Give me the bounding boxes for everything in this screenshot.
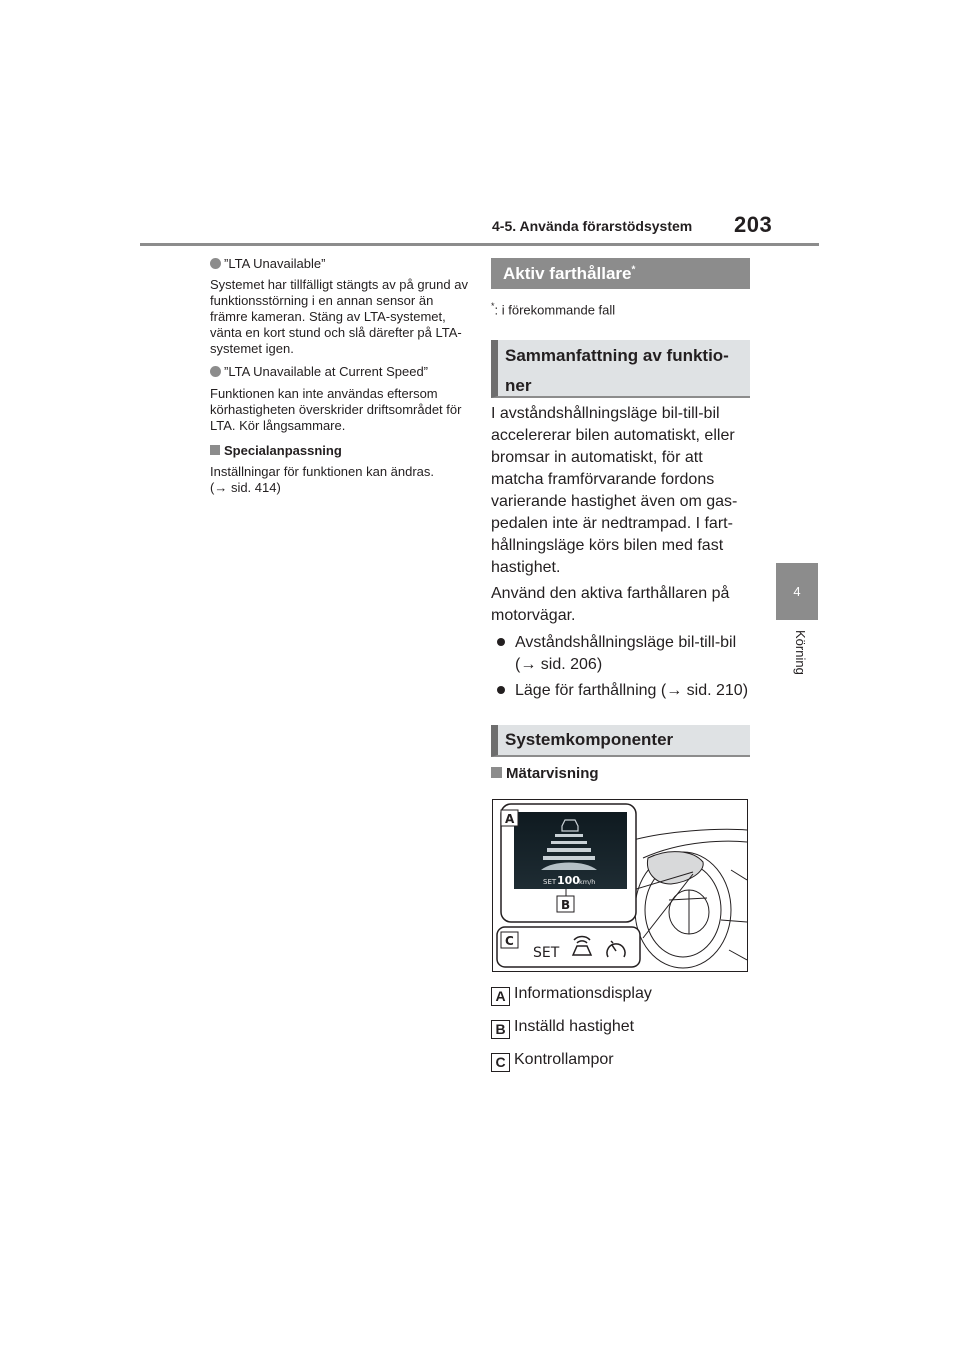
paragraph-2: Använd den aktiva farthållaren på motorvägar. [491, 585, 730, 624]
bullet-item-1: Avståndshållningsläge bil-till-bil (→ sid. 206) [491, 632, 750, 676]
legend-item-b: B Inställd hastighet [491, 1016, 750, 1039]
meter-display-figure [492, 799, 748, 972]
footnote: *: i förekommande fall [491, 301, 616, 318]
header-rule [140, 243, 819, 246]
bullet-item-2: Läge för farthållning (→ sid. 210) [491, 680, 750, 702]
bullet-dot-icon [497, 638, 505, 646]
chapter-number: 4 [793, 584, 801, 599]
heading-sammanfattning: Sammanfattning av funktio- ner [491, 340, 750, 398]
left-item-3-body: Inställningar för funktionen kan ändras. (→ sid. 414) [210, 464, 472, 496]
left-item-1-title: ”LTA Unavailable” [210, 256, 472, 272]
display-unit-text: km/h [579, 878, 596, 886]
callout-a-label: A [505, 812, 515, 826]
section-title: 4-5. Använda förarstödsystem [492, 218, 693, 234]
subheading-matarvisning: Mätarvisning [491, 765, 750, 782]
display-speed-text: 100 [557, 874, 580, 887]
left-item-2-body: Funktionen kan inte användas eftersom körhastigheten överskrider driftsområdet för LTA. Kör långsammare. [210, 386, 462, 433]
page-reference: (→ sid. 414) [210, 480, 281, 495]
left-item-3-title: Specialanpassning [210, 443, 472, 459]
legend-letter-a: A [491, 987, 510, 1006]
chapter-label-text: Körning [793, 630, 808, 675]
display-set-text: SET [543, 878, 557, 886]
bullet-square-icon [210, 445, 220, 455]
bullet-circle-icon [210, 258, 221, 269]
dashboard-illustration [493, 800, 747, 971]
legend-letter-c: C [491, 1053, 510, 1072]
legend-letter-b: B [491, 1020, 510, 1039]
left-item-1-body: Systemet har tillfälligt stängts av på grund av funktionsstörning i en annan sensor än främre kameran. Stäng av LTA-systemet, vänta en kort stund och slå därefter på LTA-systemet igen. [210, 277, 468, 356]
bullet-dot-icon [497, 686, 505, 694]
legend-item-c: C Kontrollampor [491, 1049, 750, 1072]
chapter-tab [776, 563, 818, 620]
paragraph-1: I avståndshållningsläge bil-till-bil accelererar bilen automatiskt, eller bromsar in automatiskt, för att matcha framförvarande fordons varierande hastighet även om gas-pedalen inte är nedtrampad. I fart-hållningsläge körs bilen med fast hastighet. [491, 405, 738, 576]
page-number: 203 [734, 212, 773, 237]
bullet-square-icon [491, 767, 502, 778]
callout-b-label: B [561, 898, 571, 912]
page-reference: (→ sid. 206) [515, 656, 603, 673]
callout-c-label: C [505, 934, 514, 948]
indicator-set-text: SET [533, 945, 560, 961]
legend-item-a: A Informationsdisplay [491, 983, 750, 1006]
chapter-label [778, 630, 816, 690]
heading-systemkomponenter: Systemkomponenter [491, 725, 750, 757]
bullet-circle-icon [210, 366, 221, 377]
left-item-2-title: ”LTA Unavailable at Current Speed” [210, 364, 472, 380]
heading-aktiv-farthallare: Aktiv farthållare* [491, 258, 750, 289]
